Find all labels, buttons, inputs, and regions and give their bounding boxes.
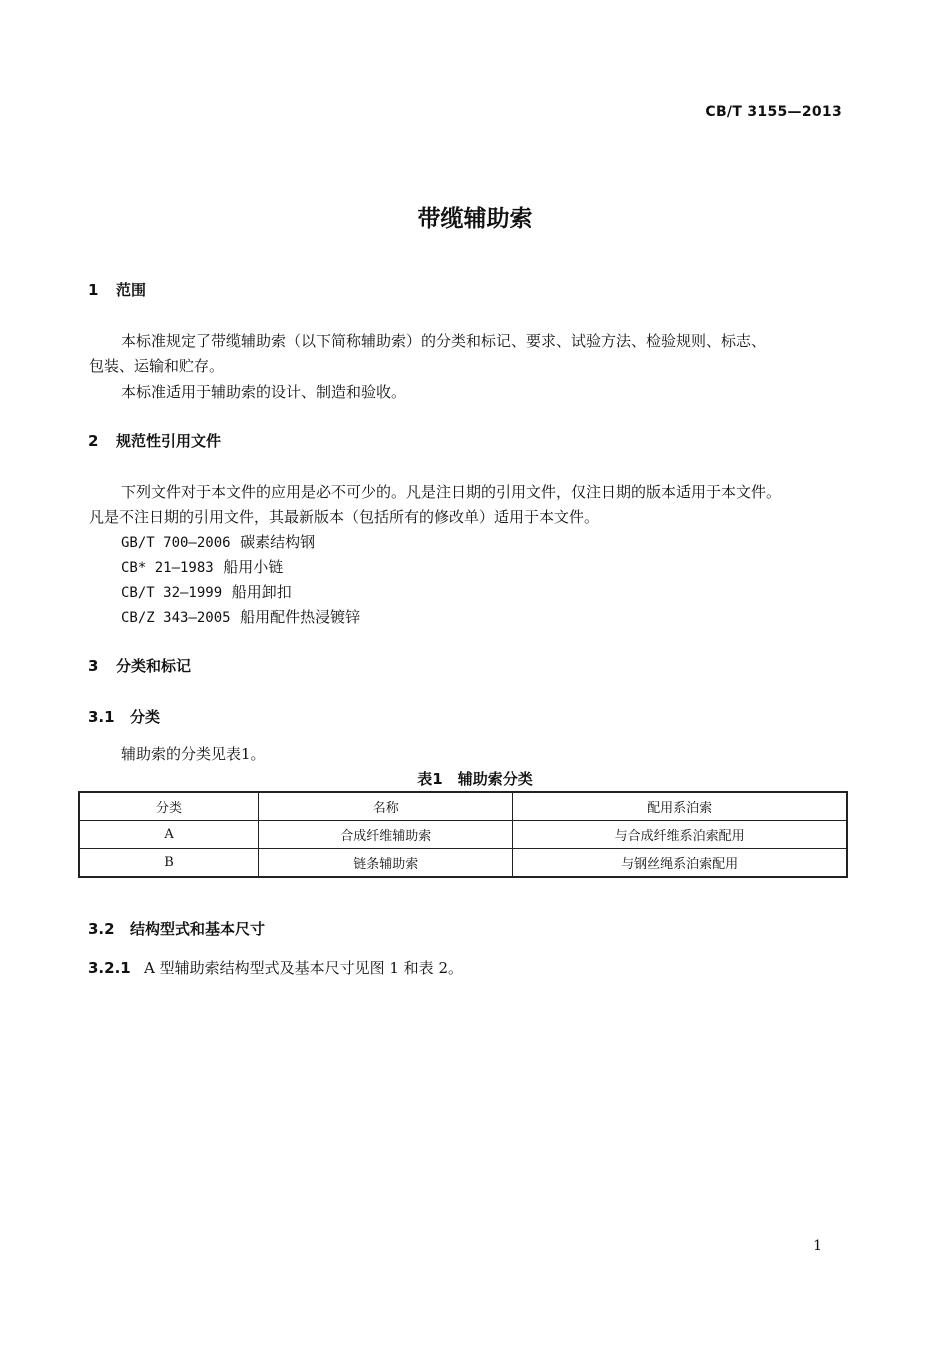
- section-number: 3.2: [88, 920, 115, 938]
- standard-number: CB/T 3155—2013: [705, 104, 842, 120]
- clause-number: 3.2.1: [88, 959, 131, 977]
- section-title: 规范性引用文件: [116, 432, 222, 450]
- reference-item: [121, 581, 292, 602]
- section-title: 范围: [116, 281, 147, 299]
- table-header-row: [79, 792, 847, 821]
- page-number: 1: [813, 1238, 822, 1254]
- table-row: [79, 849, 847, 878]
- reference-item: [121, 531, 315, 552]
- table-cell: 与合成纤维系泊索配用: [513, 821, 847, 849]
- table-header-cell: 配用系泊索: [513, 792, 847, 821]
- page-title: 带缆辅助索: [417, 206, 533, 232]
- section-number: 2: [88, 432, 99, 450]
- section-3-2-heading: [88, 918, 265, 939]
- section-title: 分类和标记: [116, 657, 192, 675]
- section-number: 1: [88, 281, 99, 299]
- table-header-cell: 分类: [79, 792, 259, 821]
- section-1-paragraph-2: 本标准适用于辅助索的设计、制造和验收。: [121, 383, 407, 401]
- section-title: 结构型式和基本尺寸: [130, 920, 266, 938]
- section-3-1-heading: [88, 706, 160, 727]
- section-number: 3: [88, 657, 99, 675]
- reference-code: CB/T 32—1999: [121, 585, 223, 601]
- section-title: 分类: [130, 708, 161, 726]
- section-1-paragraph-1-line-2: 包装、运输和贮存。: [89, 357, 225, 375]
- section-3-heading: [88, 655, 191, 676]
- section-2-heading: [88, 430, 221, 451]
- section-2-paragraph-line-1: 下列文件对于本文件的应用是必不可少的。凡是注日期的引用文件，仅注日期的版本适用于本文件。: [121, 483, 782, 501]
- table-cell: A: [79, 821, 259, 849]
- section-number: 3.1: [88, 708, 115, 726]
- clause-text: A 型辅助索结构型式及基本尺寸见图 1 和表 2。: [144, 959, 463, 977]
- classification-table: [78, 791, 848, 878]
- reference-name: 船用卸扣: [231, 583, 292, 601]
- reference-name: 碳素结构钢: [240, 533, 316, 551]
- section-3-1-paragraph: 辅助索的分类见表1。: [121, 745, 266, 763]
- reference-item: [121, 556, 283, 577]
- reference-code: GB/T 700—2006: [121, 535, 231, 551]
- table-cell: B: [79, 849, 259, 878]
- table-cell: 合成纤维辅助索: [259, 821, 513, 849]
- reference-name: 船用小链: [223, 558, 284, 576]
- section-1-paragraph-1-line-1: 本标准规定了带缆辅助索（以下简称辅助索）的分类和标记、要求、试验方法、检验规则、标志、: [121, 332, 767, 350]
- reference-code: CB/Z 343—2005: [121, 610, 231, 626]
- reference-name: 船用配件热浸镀锌: [240, 608, 361, 626]
- table-header-cell: 名称: [259, 792, 513, 821]
- section-1-heading: [88, 279, 146, 300]
- reference-code: CB* 21—1983: [121, 560, 214, 576]
- table-cell: 与钢丝绳系泊索配用: [513, 849, 847, 878]
- table-cell: 链条辅助索: [259, 849, 513, 878]
- table-row: [79, 821, 847, 849]
- reference-item: [121, 606, 360, 627]
- section-3-2-1-line: [88, 957, 463, 978]
- section-2-paragraph-line-2: 凡是不注日期的引用文件，其最新版本（包括所有的修改单）适用于本文件。: [89, 508, 600, 526]
- table-caption: 表1 辅助索分类: [417, 770, 533, 788]
